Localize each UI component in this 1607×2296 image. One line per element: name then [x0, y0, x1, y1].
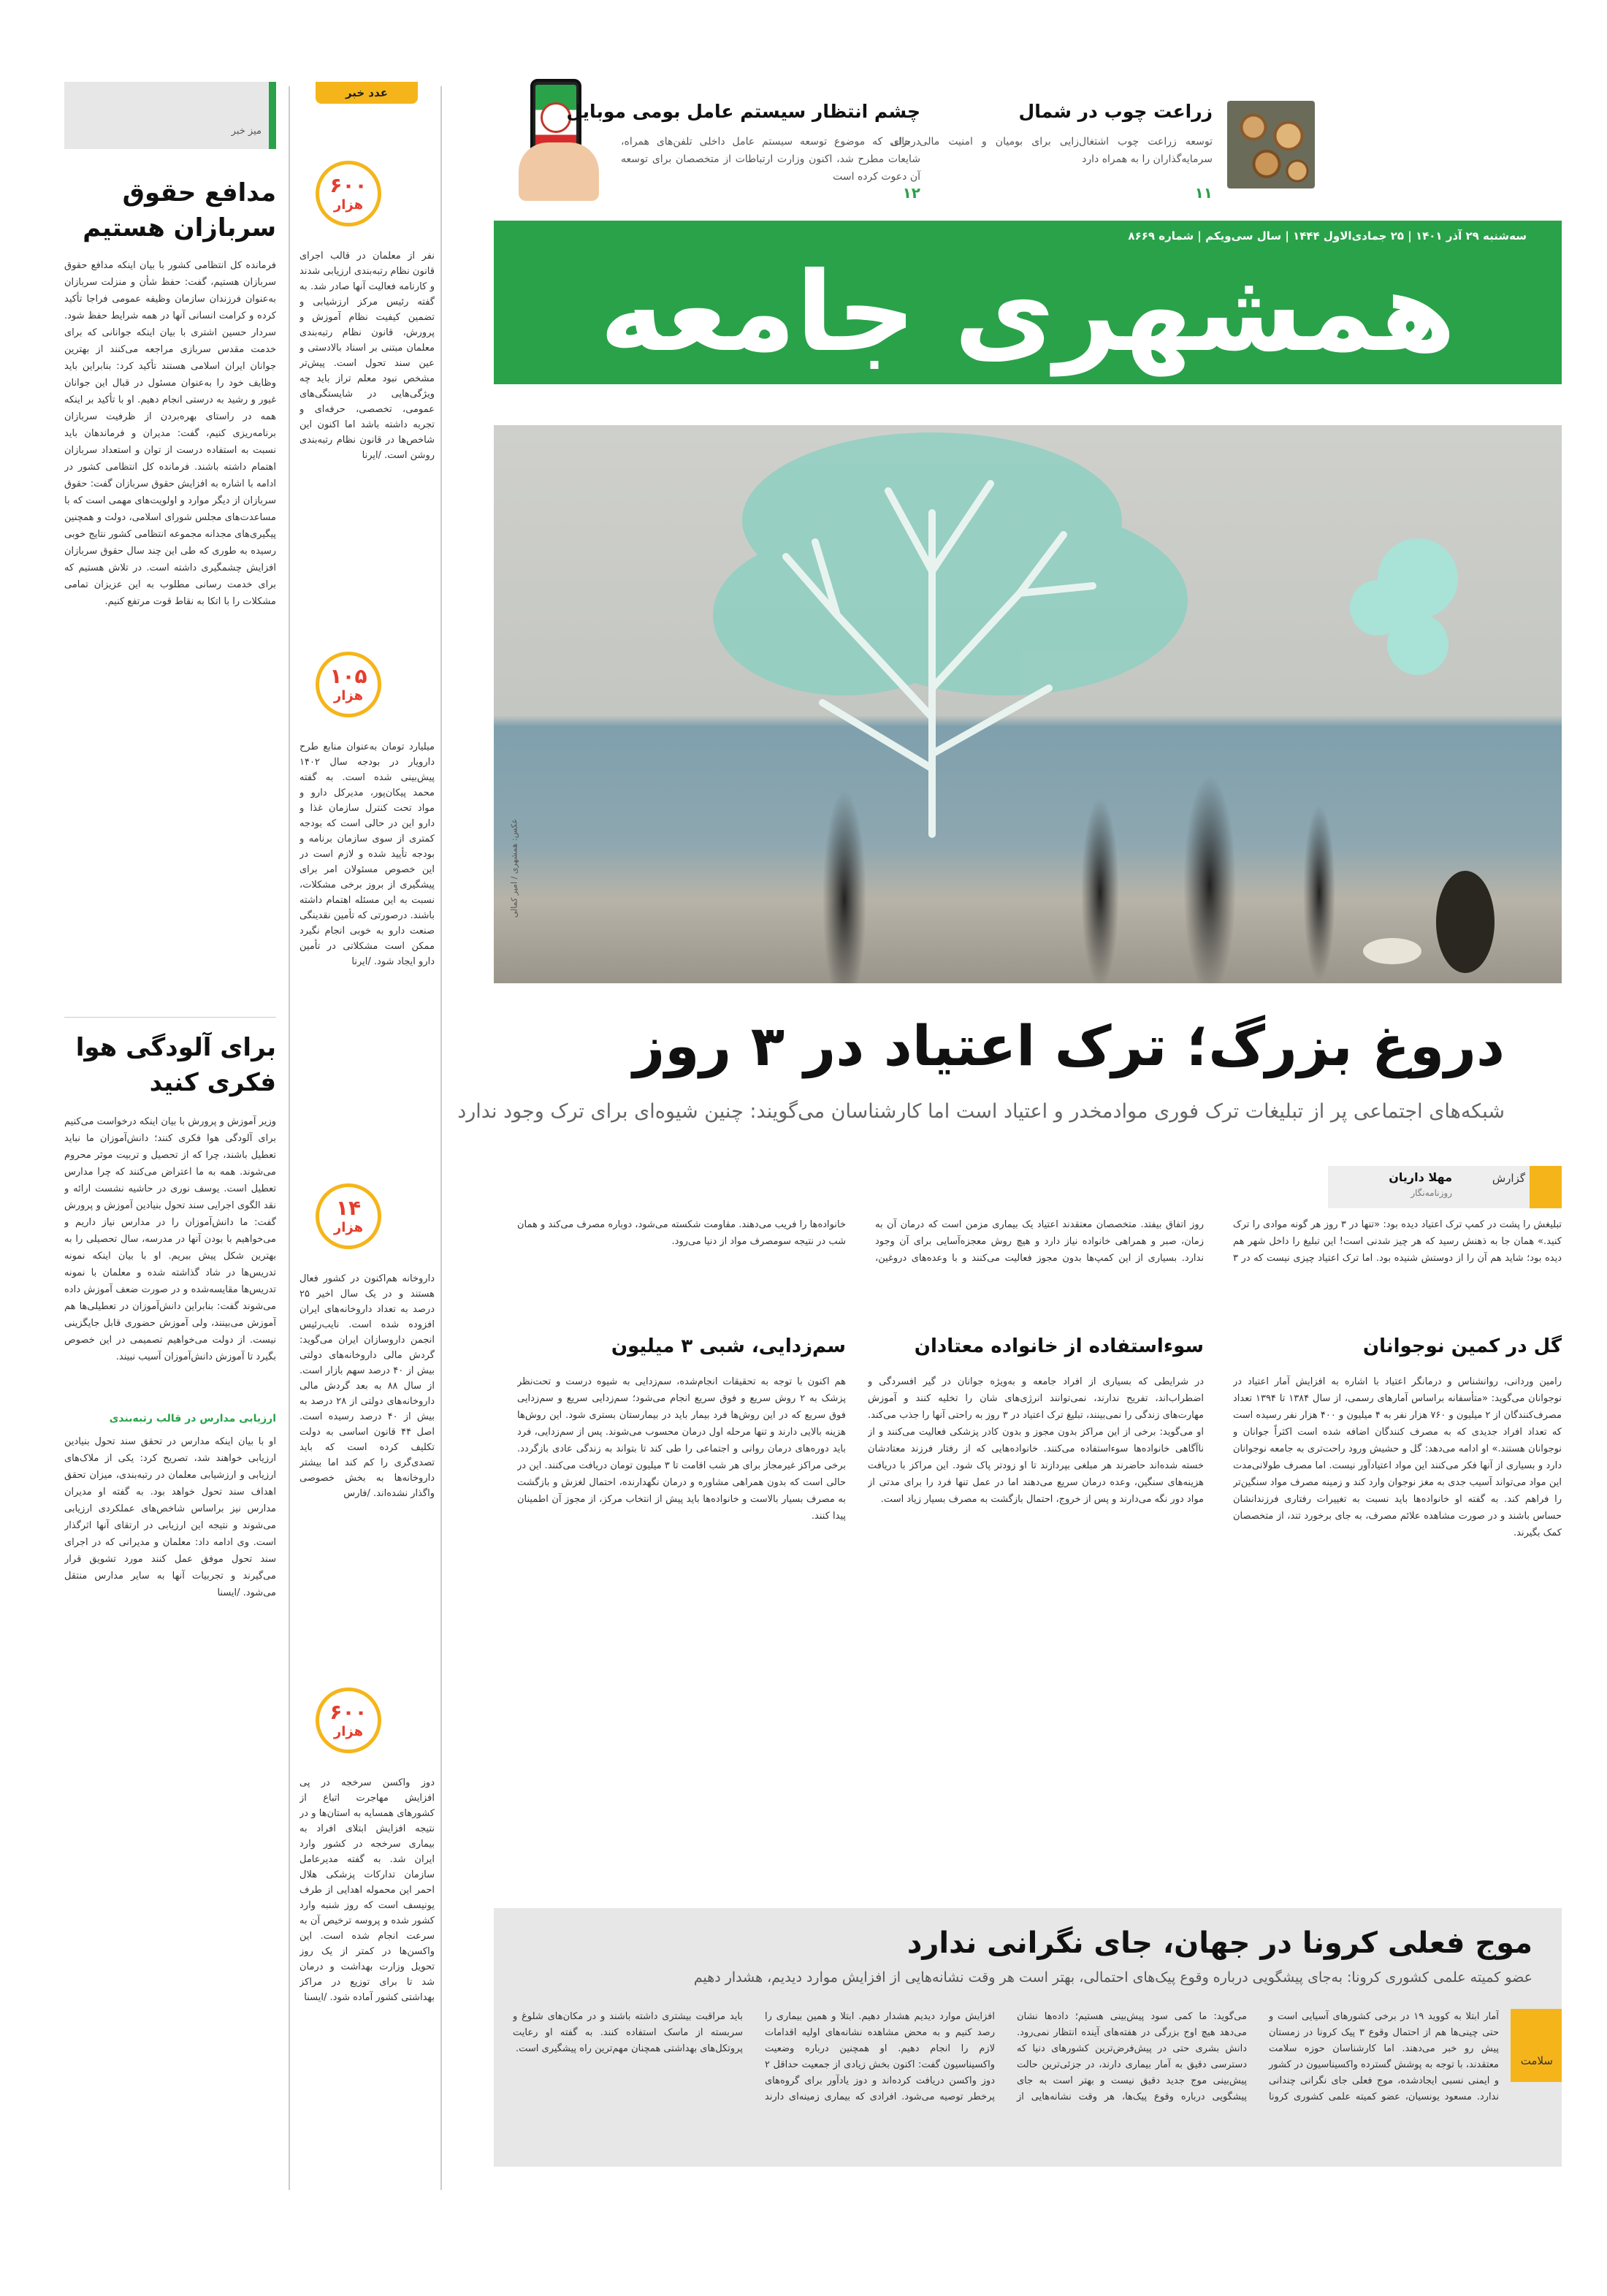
desk-story-divider — [64, 1017, 276, 1018]
corona-body: آمار ابتلا به کووید ۱۹ در برخی کشورهای آسیایی است و حتی چینی‌ها هم از احتمال وقوع ۳ پیک کرونا در زمستان پیش رو خبر می‌دهند. اما کارشناسان حوزه سلامت معتقدند، با توجه به پوشش گسترده واکسیناسیون در کشور و ایمنی نسبی ایجادشده، موج فعلی جای نگرانی چندانی ندارد. مسعود یونسیان، عضو کمیته علمی کشوری کرونا می‌گوید: ما کمی سود پیش‌بینی هستیم؛ داده‌ها نشان می‌دهد هیچ اوج بزرگی در هفته‌های آینده انتظار نمی‌رود. دانش بشری حتی در پیش‌فرض‌ترین کشورهای دنیا که دسترسی دقیق به آمار بیماری دارند، در جزئی‌ترین حالت پیش‌بینی موج جدید دقیق نیست و بهتر است به جای پیشگویی درباره وقوع پیک‌ها، هر وقت نشانه‌هایی از افزایش موارد دیدیم هشدار دهیم. ابتلا و همین بیماری را رصد کنیم و به محض مشاهده نشانه‌های اولیه اقدامات لازم را انجام دهیم. او همچنین درباره وضعیت واکسیناسیون گفت: اکنون بخش زیادی از جمعیت حداقل ۲ دوز واکسن دریافت کرده‌اند و دوز یادآور برای گروه‌های پرخطر توصیه می‌شود. افرادی که بیماری زمینه‌ای دارند باید مراقبت بیشتری داشته باشند و در مکان‌های شلوغ و سربسته از ماسک استفاده کنند. به گفته او رعایت پروتکل‌های بهداشتی همچنان مهم‌ترین راه پیشگیری است. — [513, 2011, 1499, 2102]
column-divider-right — [440, 86, 442, 2190]
main-title: دروغ بزرگ؛ ترک اعتیاد در ۳ روز — [633, 1013, 1505, 1078]
desk-story1-title: مدافع حقوق سربازان هستیم — [83, 178, 276, 243]
teaser-left-body: توسعه زراعت چوب اشتغال‌زایی برای بومیان و امنیت مالی برای سرمایه‌گذاران را به همراه دارد — [891, 136, 1213, 165]
author-role: روزنامه‌نگار — [1411, 1188, 1452, 1198]
corona-subtitle: عضو کمیته علمی کشوری کرونا: به‌جای پیشگویی درباره وقوع پیک‌های احتمالی، بهتر است هر وقت نشانه‌هایی از افزایش موارد دیدیم، هشدار دهیم — [693, 1969, 1532, 1986]
section-1-body: رامین وردانی، روانشناس و درمانگر اعتیاد با اشاره به افزایش آمار اعتیاد در نوجوانان می‌گوید: «متأسفانه براساس آمارهای رسمی، از سال ۱۳۸۴ تا ۱۳۹۴ تعداد مصرف‌کنندگان از ۲ میلیون و ۷۶۰ هزار نفر به ۴ میلیون و ۴۰۰ هزار نفر رسیده است که تعداد افراد جدیدی که به مصرف کنندگان اضافه شده است اکثراً جوانان و نوجوانان هستند.» او ادامه می‌دهد: گل و حشیش ورود راحت‌تری به جامعه نوجوانان دارد و بسیاری از آنها فکر می‌کنند این مواد اعتیادآور نیست. اما مصرف طولانی‌مدت این مواد می‌تواند آسیب جدی به مغز نوجوان وارد کند و زمینه مصرف مواد سنگین‌تر را فراهم کند. به گفته او خانواده‌ها باید نسبت به تغییرات رفتاری فرزندانشان حساس باشند و در صورت مشاهده علائم مصرف، به جای برخورد تند، از متخصصان کمک بگیرند. — [1233, 1376, 1562, 1538]
corona-tag: سلامت — [1520, 2054, 1553, 2067]
corona-tag-square — [1511, 2009, 1562, 2082]
number-2-body: میلیارد تومان به‌عنوان منابع طرح دارویار در بودجه سال ۱۴۰۲ پیش‌بینی شده است. به گفته محمد پیکان‌پور، مدیرکل دارو و مواد تحت کنترل سازمان غذا و دارو این در حالی است که بودجه کمتری از سوی سازمان برنامه و بودجه تأیید شده و لازم است در این خصوص مسئولان امر برای پیشگیری از بروز برخی مشکلات، نسبت به این مسئله اهتمام داشته باشند. درصورتی که تأمین نقدینگی صنعت دارو به خوبی انجام نگیرد ممکن است مشکلاتی در تأمین دارو ایجاد شود. /ایرنا — [299, 741, 435, 967]
desk-label: میز خبر — [231, 126, 262, 137]
wood-logs-image — [1227, 101, 1315, 188]
report-tag: گزارش — [1492, 1172, 1525, 1185]
number-3-body: داروخانه هم‌اکنون در کشور فعال هستند و در یک سال اخیر ۲۵ درصد به تعداد داروخانه‌های ایران افزوده شده است. نایب‌رئیس انجمن داروسازان ایران می‌گوید: گردش مالی داروخانه‌های دولتی بیش از ۴۰ درصد سهم بازار است. از سال ۸۸ به بعد گردش مالی داروخانه‌های دولتی از ۲۸ درصد به بیش از ۴۰ درصد رسیده است. اصل ۴۴ قانون اساسی به دولت تکلیف کرده است که باید تصدی‌گری را کم کند اما بیشتر داروخانه‌ها به بخش خصوصی واگذار نشده‌اند. /فارس — [299, 1273, 435, 1499]
desk-label-stripe — [269, 82, 276, 149]
desk-story2-subbody: او با بیان اینکه مدارس در تحقق سند تحول بنیادین ارزیابی خواهند شد، تصریح کرد: یکی از ملاک‌های ارزیابی و ارزشیابی معلمان در رتبه‌بندی، میزان تحقق اهداف سند تحول خواهد بود. به گفته او مدیران مدارس نیز براساس شاخص‌های عملکردی ارزیابی می‌شوند و نتیجه این ارزیابی در ارتقای آنها اثرگذار است. وی ادامه داد: معلمان و مدیرانی که در اجرای سند تحول موفق عمل کنند مورد تشویق قرار می‌گیرند و تجربیات آنها به سایر مدارس منتقل می‌شود. /ایسنا — [64, 1436, 276, 1598]
masthead[interactable] — [494, 221, 1562, 384]
section-3-title: سم‌زدایی، شبی ۳ میلیون — [611, 1335, 846, 1357]
dateline: سه‌شنبه ۲۹ آذر ۱۴۰۱ | ۲۵ جمادی‌الاول ۱۴۴۴ | سال سی‌ویکم | شماره ۸۶۶۹ — [1128, 229, 1527, 243]
mobile-phone-image — [504, 73, 614, 205]
teaser-right-title: چشم انتظار سیستم عامل بومی موبایل — [566, 101, 920, 122]
main-photo — [494, 425, 1562, 983]
desk-story2-title: برای آلودگی هوا فکری کنید — [75, 1033, 276, 1097]
news-numbers-label: عدد خبر — [316, 82, 418, 104]
masthead-logo: همشهری جامعه — [599, 249, 1457, 376]
section-2-title: سوءاستفاده از خانواده معتادان — [914, 1335, 1204, 1357]
number-1-body: نفر از معلمان در قالب اجرای قانون نظام رتبه‌بندی ارزیابی شدند و کارنامه فعالیت آنها صادر شد. به گفته رئیس مرکز ارزشیابی و تضمین کیفیت نظام آموزش و پرورش، قانون نظام رتبه‌بندی معلمان مبتنی بر اسناد بالادستی و عین سند تحول است. پیش‌تر مشخص نبود معلم تراز باید چه ویژگی‌هایی در شایستگی‌های عمومی، تخصصی، حرفه‌ای و تجربه داشته باشد اما اکنون این شاخص‌ها در قانون نظام رتبه‌بندی روشن است. /ایرنا — [299, 251, 435, 461]
report-tag-square — [1530, 1166, 1562, 1208]
section-1-title: گل در کمین نوجوانان — [1362, 1335, 1562, 1357]
teaser-right-page: ۱۲ — [902, 184, 920, 202]
desk-label-box — [64, 82, 276, 149]
desk-story2-subtitle: ارزیابی مدارس در قالب رتبه‌بندی — [109, 1413, 276, 1424]
author-name: مهلا داریان — [1389, 1170, 1452, 1184]
report-tag-box — [1328, 1166, 1562, 1208]
teaser-right-body: درحالی که موضوع توسعه سیستم عامل داخلی تلفن‌های همراه، شایعات مطرح شد، اکنون وزارت ارتباطات از متخصصان برای توسعه آن دعوت کرده است — [621, 136, 920, 183]
number-badge-1: ۶۰۰ هزار — [316, 161, 381, 226]
section-2-body: در شرایطی که بسیاری از افراد جامعه و به‌ویژه جوانان در گیر افسردگی و اضطراب‌اند، تفریح ندارند، نمی‌توانند انرژی‌های شان را تخلیه کنند و آموزش مهارت‌های زندگی را نمی‌بینند، تبلیغ ترک اعتیاد در ۳ روز به راحتی آنها را جذب می‌کند. او می‌گوید: برخی از این مراکز بدون مجوز و بدون کادر پزشکی فعالیت می‌کنند و از ناآگاهی خانواده‌ها سوءاستفاده می‌کنند. خانواده‌هایی که از رفتار فرزند معتادشان خسته شده‌اند حاضرند هر مبلغی بپردازند تا او زودتر پاک شود. این مراکز با دریافت هزینه‌های سنگین، وعده درمان سریع می‌دهند اما در عمل تنها فرد را برای مدتی از مواد دور نگه می‌دارند و پس از خروج، احتمال بازگشت به مصرف بسیار زیاد است. — [868, 1376, 1204, 1505]
teaser-right[interactable] — [504, 73, 920, 212]
teaser-left-page: ۱۱ — [1194, 184, 1213, 202]
number-4-body: دوز واکسن سرخجه در پی افزایش مهاجرت اتباع از کشورهای همسایه به استان‌ها و در نتیجه افزایش ابتلای افراد به بیماری سرخجه در کشور وارد ایران شد. به گفته مدیرعامل سازمان تدارکات پزشکی هلال احمر این محموله اهدایی از طرف یونیسف است که روز شنبه وارد کشور شده و پروسه ترخیص آن به سرعت انجام شده است. این واکسن‌ها در کمتر از یک روز تحویل وزارت بهداشت و درمان شد تا برای توزیع در مراکز بهداشتی کشور آماده شود. /ایسنا — [299, 1777, 435, 2003]
number-badge-2: ۱۰۵ هزار — [316, 652, 381, 717]
number-badge-4: ۶۰۰ هزار — [316, 1687, 381, 1753]
photo-credit: عکس: همشهری / امیر کمالی — [509, 818, 519, 918]
desk-column — [64, 82, 276, 2186]
teaser-left-title: زراعت چوب در شمال — [1018, 101, 1213, 122]
corona-title: موج فعلی کرونا در جهان، جای نگرانی ندارد — [906, 1926, 1532, 1960]
corona-box[interactable] — [494, 1908, 1562, 2167]
number-badge-3: ۱۴ هزار — [316, 1183, 381, 1249]
main-subtitle: شبکه‌های اجتماعی پر از تبلیغات ترک فوری موادمخدر و اعتیاد است اما کارشناسان می‌گویند: چنین شیوه‌ای برای ترک وجود ندارد — [457, 1100, 1505, 1123]
desk-story1-body: فرمانده کل انتظامی کشور با بیان اینکه مدافع حقوق سربازان هستیم، گفت: حفظ شأن و منزلت سربازان به‌عنوان فرزندان سازمان وظیفه عمومی فراجا تأکید کرده و کرامت انسانی آنها در همه شرایط حفظ شود. سردار حسین اشتری با بیان اینکه جوانانی که برای خدمت مقدس سربازی مراجعه می‌کنند از بهترین جوانان ایران اسلامی هستند تأکید کرد: بنابراین باید وظایف خود را به‌عنوان مسئول در قبال این جوانان غیور و رشید به درستی انجام دهیم. او با تأکید بر اینکه همه در راستای بهره‌بردن از ظرفیت سربازان برنامه‌ریزی کنیم، گفت: مدیران و فرماندهان باید نسبت به استفاده درست از توان و استعداد سربازان اهتمام داشته باشند. فرمانده کل انتظامی کشور در ادامه با اشاره به افزایش حقوق سربازان گفت: حقوق سربازان از دیگر موارد و اولویت‌های مهمی است که با مساعدت‌های مجلس شورای اسلامی، دولت و همچنین پیگیری‌های مجدانه مجموعه انتظامی کشور نتایج خوبی رسیده به طوری که طی این چند سال حقوق سربازان افزایش چشمگیری داشته است. در تلاش هستیم که برای خدمت رسانی مطلوب به این عزیزان تمامی مشکلات را با اتکا به نقاط قوت مرتفع کنیم. — [64, 260, 276, 607]
main-intro: تبلیغش را پشت در کمپ ترک اعتیاد دیده بود: «تنها در ۳ روز هر گونه موادی را ترک کنید.» همان جا به ذهنش رسید که هر چیز شدنی است! این تبلیغ را داخل شهر هم دیده بود؛ شاید هم آن را از دوستش شنیده بود. اما ترک اعتیاد چیزی نیست که در ۳ روز اتفاق بیفتد. متخصصان معتقدند اعتیاد یک بیماری مزمن است که درمان آن به زمان، صبر و همراهی خانواده نیاز دارد و هیچ روش معجزه‌آسایی برای آن وجود ندارد. بسیاری از این کمپ‌ها بدون مجوز فعالیت می‌کنند و با وعده‌های دروغین، خانواده‌ها را فریب می‌دهند. مقاومت شکسته می‌شود، دوباره مصرف می‌کند و همان شب در نتیجه سو‌مصرف مواد از دنیا می‌رود. — [517, 1219, 1562, 1264]
wall-tree-mural — [494, 425, 1562, 983]
news-numbers-column — [299, 82, 435, 2186]
column-divider-left — [289, 86, 290, 2190]
section-3-body: هم اکنون با توجه به تحقیقات انجام‌شده، سم‌زدایی به شیوه درست و تحت‌نظر پزشک به ۲ روش سریع و فوق سریع انجام می‌شود؛ سم‌زدایی سریع و سم‌زدایی فوق سریع که در این روش‌ها فرد بیمار باید در بیمارستان بستری شود. این روش‌ها هزینه بالایی دارند و تنها مرحله اول درمان محسوب می‌شوند. پس از سم‌زدایی، فرد باید دوره‌های درمان روانی و اجتماعی را طی کند تا بتواند به زندگی عادی بازگردد. برخی مراکز غیرمجاز برای هر شب اقامت تا ۳ میلیون تومان دریافت می‌کنند. این در حالی است که بدون همراهی مشاوره و درمان نگهدارنده، احتمال لغزش و بازگشت به مصرف بسیار بالاست و خانواده‌ها باید پیش از انتخاب مرکز، از مجوز آن اطمینان پیدا کنند. — [517, 1376, 846, 1522]
desk-story2-body: وزیر آموزش و پرورش با بیان اینکه درخواست می‌کنیم برای آلودگی هوا فکری کنند؛ دانش‌آموزان ما نباید تعطیل باشند، چرا که از تحصیل و تربیت موثر محروم می‌شوند. همه به ما اعتراض می‌کنند که چرا مدارس تعطیل است. یوسف نوری در حاشیه نشست ارائه و نقد الگوی اجرایی سند تحول بنیادین آموزش و پرورش گفت: ما دانش‌آموزان را در مدارس نیاز داریم و می‌خواهیم با بودن آنها در مدرسه، سال تحصیلی را به بهترین شکل پیش ببریم. او با بیان اینکه نمونه تدریس‌ها در شاد گذاشته شده و معلمان با نمونه تدریس‌ها مقایسه‌شده و در صورت ضعف آموزش داده می‌شوند گفت: بنابراین دانش‌آموزان در تعطیلی‌ها هم آموزش می‌بینند، ولی آموزش حضوری قابل جایگزینی نیست. از دولت می‌خواهیم تصمیمی در این خصوص بگیرد تا آموزش دانش‌آموزان آسیب نبیند. — [64, 1116, 276, 1362]
